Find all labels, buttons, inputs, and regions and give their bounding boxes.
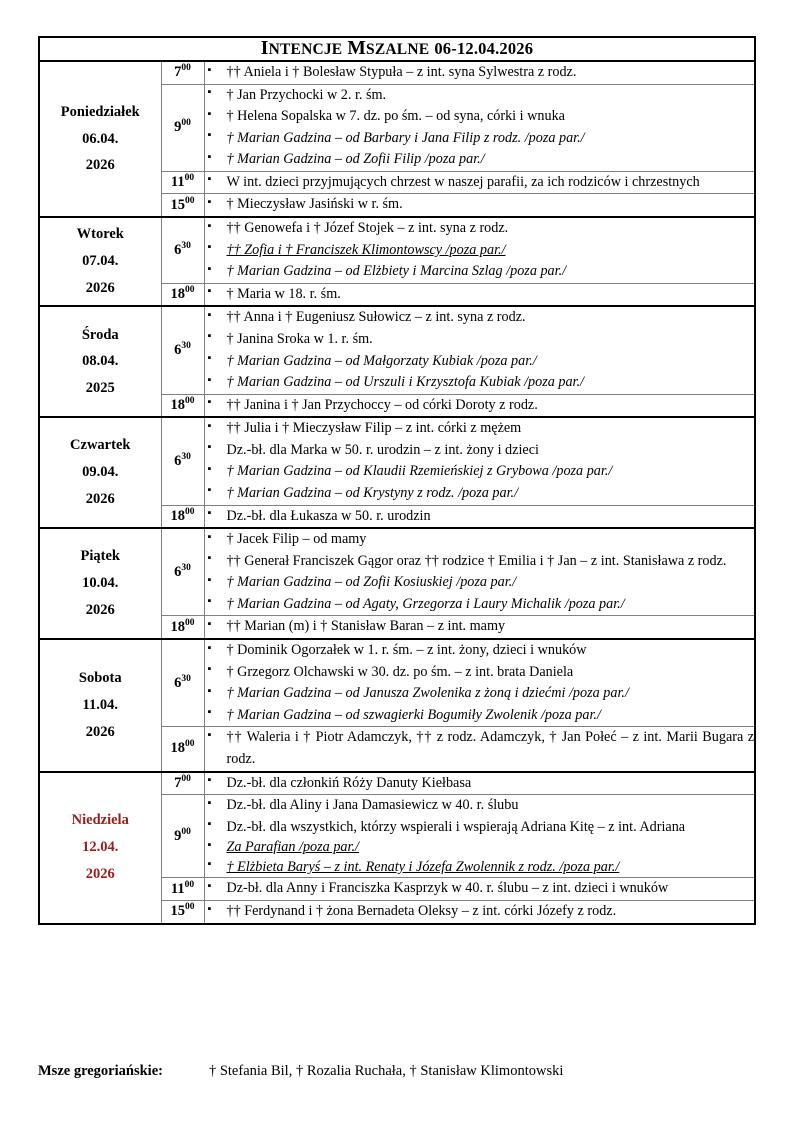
intention-item xyxy=(205,616,755,638)
mass-minutes: 00 xyxy=(181,826,191,837)
intention-text: Dz-bł. dla Anny i Franciszka Kasprzyk w 40. r. ślubu – z int. dzieci i wnuków xyxy=(226,880,669,897)
mass-hour: 11 xyxy=(170,174,185,191)
mass-minutes: 30 xyxy=(181,673,191,684)
intentions-list xyxy=(205,616,755,638)
mass-time xyxy=(161,283,204,306)
intentions-cell xyxy=(204,528,755,616)
mass-row xyxy=(39,772,755,795)
intentions-cell xyxy=(204,61,755,84)
intentions-cell xyxy=(204,306,755,394)
day-year: 2026 xyxy=(85,601,115,618)
mass-time xyxy=(161,394,204,417)
day-year: 2026 xyxy=(85,865,115,882)
intention-item xyxy=(205,529,755,551)
intentions-cell xyxy=(204,283,755,306)
intentions-list xyxy=(205,307,755,393)
mass-row xyxy=(39,528,755,616)
intentions-cell xyxy=(204,795,755,878)
title-text-main: INTENCJE MSZALNE xyxy=(260,38,430,59)
mass-minutes: 00 xyxy=(185,396,195,407)
intention-item xyxy=(205,284,755,306)
intention-item xyxy=(205,440,755,462)
mass-minutes: 30 xyxy=(181,452,191,463)
title-row xyxy=(39,37,755,61)
intentions-list xyxy=(205,418,755,504)
day-name: Poniedziałek xyxy=(60,103,140,120)
intention-item xyxy=(205,418,755,440)
mass-hour: 6 xyxy=(174,563,182,580)
mass-time xyxy=(161,878,204,901)
intention-text: Za Parafian /poza par./ xyxy=(226,839,359,856)
mass-time xyxy=(161,528,204,616)
intention-text: † Marian Gadzina – od Janusza Zwolenika z żoną i dziećmi /poza par./ xyxy=(226,685,629,702)
day-date: 12.04. xyxy=(82,839,119,856)
mass-minutes: 00 xyxy=(181,773,191,784)
mass-time xyxy=(161,616,204,639)
intention-item xyxy=(205,662,755,684)
intention-item xyxy=(205,261,755,283)
mass-minutes: 00 xyxy=(181,118,191,129)
intentions-list xyxy=(205,901,755,923)
intention-item xyxy=(205,551,755,573)
intention-text: Dz.-bł. dla Marka w 50. r. urodzin – z int. żony i dzieci xyxy=(226,441,539,458)
intention-item xyxy=(205,85,755,107)
gregorian-masses-footer xyxy=(38,1063,756,1080)
intentions-cell xyxy=(204,878,755,901)
intention-item xyxy=(205,351,755,373)
intention-text: Dz.-bł. dla wszystkich, którzy wspierali i wspierają Adriana Kitę – z int. Adriana xyxy=(226,818,686,835)
mass-minutes: 00 xyxy=(185,507,195,518)
intention-item xyxy=(205,705,755,727)
intention-text: † Janina Sroka w 1. r. śm. xyxy=(226,330,373,347)
mass-hour: 6 xyxy=(174,342,182,359)
day-cell-sroda xyxy=(39,306,161,417)
intentions-cell xyxy=(204,772,755,795)
intention-text: † Marian Gadzina – od Urszuli i Krzysztofa Kubiak /poza par./ xyxy=(226,374,584,391)
intention-item xyxy=(205,594,755,616)
day-year: 2025 xyxy=(85,380,115,397)
intentions-list xyxy=(205,62,755,84)
intention-text: W int. dzieci przyjmujących chrzest w naszej parafii, za ich rodziców i chrzestnych xyxy=(226,173,700,190)
intentions-list xyxy=(205,172,755,194)
mass-minutes: 30 xyxy=(181,341,191,352)
intention-text: † Marian Gadzina – od Zofii Kosiuskiej /poza par./ xyxy=(226,574,517,591)
day-cell-niedziela xyxy=(39,772,161,924)
intentions-cell xyxy=(204,417,755,505)
intentions-cell xyxy=(204,505,755,528)
day-year: 2026 xyxy=(85,723,115,740)
intention-text: †† Genowefa i † Józef Stojek – z int. syna z rodz. xyxy=(226,220,509,237)
intention-text: † Marian Gadzina – od Krystyny z rodz. /poza par./ xyxy=(226,484,519,501)
intentions-cell xyxy=(204,84,755,171)
intention-item xyxy=(205,572,755,594)
intentions-cell xyxy=(204,639,755,727)
mass-minutes: 30 xyxy=(181,562,191,573)
mass-intentions-table xyxy=(38,36,756,925)
day-year: 2026 xyxy=(85,491,115,508)
day-cell-poniedzialek xyxy=(39,61,161,217)
mass-hour: 6 xyxy=(174,452,182,469)
intention-item xyxy=(205,240,755,262)
intention-text: †† Ferdynand i † żona Bernadeta Oleksy – z int. córki Józefy z rodz. xyxy=(226,903,617,919)
intention-text: Dz.-bł. dla Aliny i Jana Damasiewicz w 40. r. ślubu xyxy=(226,797,519,814)
mass-time xyxy=(161,417,204,505)
intention-item xyxy=(205,106,755,128)
intention-text: †† Marian (m) i † Stanisław Baran – z int. mamy xyxy=(226,618,506,635)
intention-text: † Jan Przychocki w 2. r. śm. xyxy=(226,86,387,103)
intention-text: †† Julia i † Mieczysław Filip – z int. córki z mężem xyxy=(226,420,522,437)
mass-row xyxy=(39,217,755,283)
intentions-cell xyxy=(204,194,755,217)
day-date: 08.04. xyxy=(82,353,119,370)
intention-text: †† Generał Franciszek Gągor oraz †† rodzice † Emilia i † Jan – z int. Stanisława z rodz. xyxy=(226,552,727,569)
intention-text: † Mieczysław Jasiński w r. śm. xyxy=(226,196,403,213)
intention-text: † Elżbieta Baryś – z int. Renaty i Józefa Zwolennik z rodz. /poza par./ xyxy=(226,858,620,875)
intentions-list xyxy=(205,218,755,283)
intention-item xyxy=(205,878,755,900)
intention-text: †† Anna i † Eugeniusz Sułowicz – z int. syna z rodz. xyxy=(226,309,526,326)
intention-text: Dz.-bł. dla członkiń Róży Danuty Kiełbasa xyxy=(226,774,472,791)
mass-time xyxy=(161,217,204,283)
day-date: 09.04. xyxy=(82,464,119,481)
intention-item xyxy=(205,858,755,878)
mass-minutes: 30 xyxy=(181,241,191,252)
mass-hour: 7 xyxy=(174,64,182,81)
day-cell-piatek xyxy=(39,528,161,639)
day-cell-sobota xyxy=(39,639,161,771)
mass-minutes: 00 xyxy=(185,902,195,913)
day-date: 07.04. xyxy=(82,253,119,270)
mass-minutes: 00 xyxy=(185,285,195,296)
intention-item xyxy=(205,329,755,351)
intentions-list xyxy=(205,194,755,216)
mass-time xyxy=(161,61,204,84)
mass-hour: 18 xyxy=(170,286,185,303)
day-cell-czwartek xyxy=(39,417,161,528)
day-date: 10.04. xyxy=(82,575,119,592)
intentions-list xyxy=(205,85,755,171)
mass-hour: 9 xyxy=(174,827,182,844)
day-year: 2026 xyxy=(85,280,115,297)
mass-time xyxy=(161,772,204,795)
mass-row xyxy=(39,639,755,727)
intentions-list xyxy=(205,529,755,615)
intention-item xyxy=(205,149,755,171)
intention-text: †† Aniela i † Bolesław Stypuła – z int. syna Sylwestra z rodz. xyxy=(226,64,577,80)
mass-row xyxy=(39,61,755,84)
gregorian-masses-label: Msze gregoriańskie: xyxy=(38,1063,163,1079)
intention-item xyxy=(205,307,755,329)
intention-item xyxy=(205,372,755,394)
mass-minutes: 00 xyxy=(185,617,195,628)
day-year: 2026 xyxy=(85,157,115,174)
intention-text: † Marian Gadzina – od Klaudii Rzemieńskiej z Grybowa /poza par./ xyxy=(226,463,613,480)
intention-item xyxy=(205,727,755,770)
mass-minutes: 00 xyxy=(184,173,195,184)
mass-hour: 15 xyxy=(170,196,185,213)
intention-item xyxy=(205,128,755,150)
intentions-cell xyxy=(204,217,755,283)
intention-item xyxy=(205,483,755,505)
day-name: Środa xyxy=(81,326,119,343)
intentions-list xyxy=(205,395,755,417)
intention-text: † Jacek Filip – od mamy xyxy=(226,531,367,548)
intention-item xyxy=(205,817,755,839)
intention-item xyxy=(205,395,755,417)
day-name: Niedziela xyxy=(71,812,129,829)
mass-minutes: 00 xyxy=(184,879,195,890)
day-name: Piątek xyxy=(80,548,120,565)
day-date: 06.04. xyxy=(82,130,119,147)
intentions-cell xyxy=(204,394,755,417)
intention-text: †† Janina i † Jan Przychoccy – od córki Doroty z rodz. xyxy=(226,396,538,413)
gregorian-masses-names: † Stefania Bil, † Rozalia Ruchała, † Stanisław Klimontowski xyxy=(208,1063,564,1079)
mass-hour: 9 xyxy=(174,119,182,136)
intentions-cell xyxy=(204,171,755,194)
mass-row xyxy=(39,306,755,394)
day-cell-wtorek xyxy=(39,217,161,306)
intention-text: † Marian Gadzina – od Elżbiety i Marcina Szlag /poza par./ xyxy=(226,263,567,280)
intention-text: † Marian Gadzina – od Barbary i Jana Filip z rodz. /poza par./ xyxy=(226,129,585,146)
intention-item xyxy=(205,901,755,923)
intention-item xyxy=(205,506,755,528)
mass-time xyxy=(161,901,204,924)
intention-item xyxy=(205,773,755,795)
day-name: Wtorek xyxy=(76,226,124,243)
day-date: 11.04. xyxy=(82,696,118,713)
intention-text: † Maria w 18. r. śm. xyxy=(226,285,341,302)
mass-hour: 15 xyxy=(170,903,185,920)
intentions-list xyxy=(205,727,755,770)
intention-text: †† Zofia i † Franciszek Klimontowscy /poza par./ xyxy=(226,241,506,258)
mass-time xyxy=(161,171,204,194)
mass-time xyxy=(161,306,204,394)
mass-time xyxy=(161,505,204,528)
intention-text: † Helena Sopalska w 7. dz. po śm. – od syna, córki i wnuka xyxy=(226,108,565,125)
intention-item xyxy=(205,194,755,216)
mass-hour: 18 xyxy=(170,396,185,413)
day-name: Czwartek xyxy=(70,437,131,454)
mass-hour: 6 xyxy=(174,241,182,258)
intention-item xyxy=(205,461,755,483)
mass-row xyxy=(39,417,755,505)
intentions-cell xyxy=(204,727,755,772)
intention-item xyxy=(205,640,755,662)
intentions-list xyxy=(205,878,755,900)
day-name: Sobota xyxy=(78,670,122,687)
intention-item xyxy=(205,172,755,194)
intention-item xyxy=(205,683,755,705)
mass-time xyxy=(161,84,204,171)
intention-text: † Marian Gadzina – od Małgorzaty Kubiak /poza par./ xyxy=(226,352,537,369)
mass-minutes: 00 xyxy=(185,739,195,750)
mass-hour: 18 xyxy=(170,740,185,757)
mass-hour: 11 xyxy=(170,880,185,897)
mass-hour: 18 xyxy=(170,618,185,635)
intention-item xyxy=(205,218,755,240)
intentions-cell xyxy=(204,901,755,924)
intention-item xyxy=(205,838,755,858)
intentions-list xyxy=(205,795,755,877)
mass-time xyxy=(161,194,204,217)
intentions-cell xyxy=(204,616,755,639)
intentions-list xyxy=(205,284,755,306)
mass-time xyxy=(161,795,204,878)
title-text-dates: 06-12.04.2026 xyxy=(434,39,534,58)
mass-hour: 7 xyxy=(174,774,182,791)
intention-text: † Marian Gadzina – od Zofii Filip /poza par./ xyxy=(226,151,485,168)
intention-text: † Dominik Ogorzałek w 1. r. śm. – z int. żony, dzieci i wnuków xyxy=(226,642,587,659)
intentions-list xyxy=(205,506,755,528)
mass-hour: 18 xyxy=(170,507,185,524)
intention-item xyxy=(205,795,755,817)
intention-text: †† Waleria i † Piotr Adamczyk, †† z rodz. Adamczyk, † Jan Połeć – z int. Marii Bugara z rodz. xyxy=(226,729,754,767)
mass-minutes: 00 xyxy=(185,195,195,206)
mass-time xyxy=(161,639,204,727)
intentions-list xyxy=(205,640,755,726)
mass-time xyxy=(161,727,204,772)
intentions-list xyxy=(205,773,755,795)
intention-item xyxy=(205,62,755,84)
intention-text: Dz.-bł. dla Łukasza w 50. r. urodzin xyxy=(226,507,431,524)
intention-text: † Grzegorz Olchawski w 30. dz. po śm. – z int. brata Daniela xyxy=(226,663,574,680)
mass-hour: 6 xyxy=(174,674,182,691)
page-title xyxy=(39,37,755,61)
mass-minutes: 00 xyxy=(181,63,191,74)
intention-text: † Marian Gadzina – od Agaty, Grzegorza i Laury Michalik /poza par./ xyxy=(226,595,625,612)
intention-text: † Marian Gadzina – od szwagierki Bogumiły Zwolenik /poza par./ xyxy=(226,706,601,723)
